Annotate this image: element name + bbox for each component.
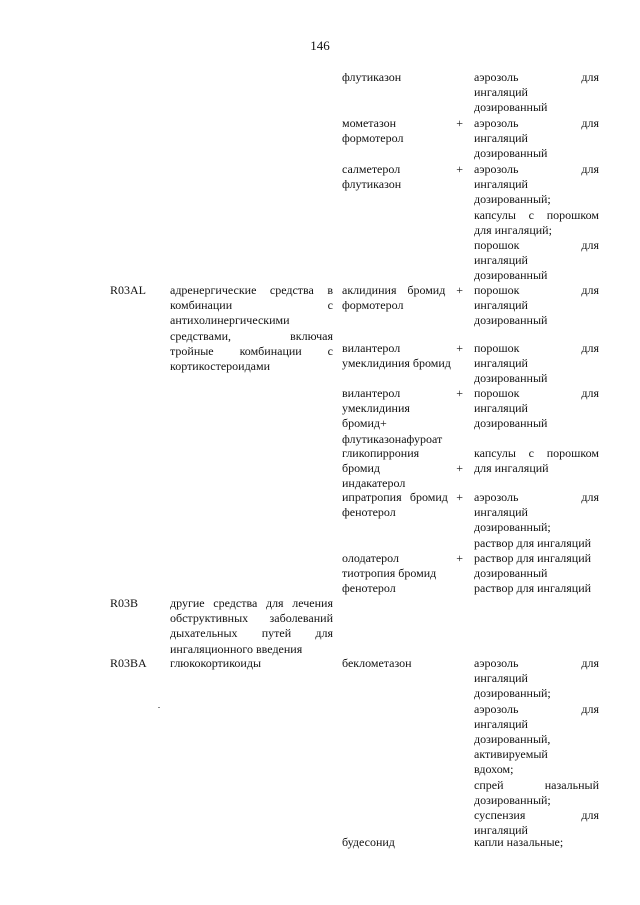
page-number: 146 — [310, 38, 330, 53]
dosage-form: аэрозоль для ингаляций дозированный; раствор для ингаляций — [474, 490, 599, 550]
atc-code: R03B — [110, 596, 139, 610]
dosage-form: раствор для ингаляций дозированный — [474, 551, 592, 581]
drug-name: аклидиния бромид + формотерол — [342, 283, 463, 313]
dosage-form: порошок для ингаляций дозированный — [474, 341, 599, 386]
dosage-form: порошок для ингаляций дозированный — [474, 386, 599, 431]
drug-name: флутиказон — [342, 70, 402, 84]
dosage-form: аэрозоль для ингаляций дозированный; аэрозоль для ингаляций дозированный, активируемый вдохом; спрей назальный дозированный; суспензия для ингаляций — [474, 656, 599, 838]
atc-class-name: глюкокортикоиды — [170, 656, 262, 670]
scan-speck — [158, 707, 160, 708]
dosage-form: раствор для ингаляций — [474, 581, 592, 595]
dosage-form: аэрозоль для ингаляций дозированный — [474, 70, 599, 115]
drug-name: вилантерол + умеклидиния бромид — [342, 341, 463, 371]
dosage-form: аэрозоль для ингаляций дозированный; капсулы с порошком для ингаляций; порошок для ингаляций дозированный — [474, 162, 599, 283]
drug-name: салметерол + флутиказон — [342, 162, 463, 192]
dosage-form: капли назальные; — [474, 835, 564, 849]
atc-class-name: другие средства для лечения обструктивных заболеваний дыхательных путей для ингаляционного введения — [170, 596, 333, 656]
atc-code: R03AL — [110, 283, 146, 297]
atc-code: R03BA — [110, 656, 147, 670]
atc-class-name: адренергические средства в комбинации с антихолинергическими средствами, включая тройные комбинации с кортикостероидами — [170, 283, 333, 374]
drug-name: гликопиррония бромид + индакатерол — [342, 446, 463, 491]
drug-name: вилантерол + умеклидиния бромид+ флутиказонафуроат — [342, 386, 463, 446]
drug-name: беклометазон — [342, 656, 412, 670]
drug-name: будесонид — [342, 835, 395, 849]
dosage-form: порошок для ингаляций дозированный — [474, 283, 599, 328]
drug-name: мометазон + формотерол — [342, 116, 463, 146]
drug-name: олодатерол + тиотропия бромид — [342, 551, 463, 581]
drug-name: фенотерол — [342, 581, 396, 595]
drug-name: ипратропия бромид + фенотерол — [342, 490, 463, 520]
dosage-form: аэрозоль для ингаляций дозированный — [474, 116, 599, 161]
dosage-form: капсулы с порошком для ингаляций — [474, 446, 599, 476]
